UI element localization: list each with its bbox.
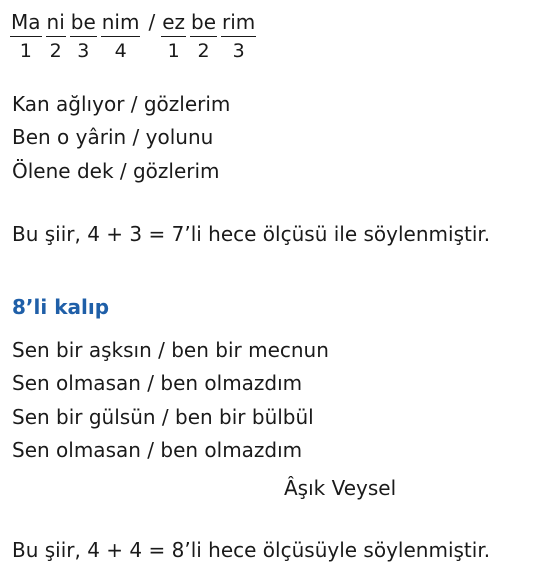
meter-conclusion: Bu şiir, 4 + 4 = 8’li hece ölçüsüyle söylenmiştir. (12, 538, 491, 562)
syllable-text: ni (46, 8, 66, 37)
syllable-text: Ma (10, 8, 42, 37)
syllable-count: 3 (232, 40, 245, 62)
syllable (221, 8, 256, 64)
syllable-count: 2 (49, 40, 62, 62)
poem-line: Sen olmasan / ben olmazdım (12, 438, 303, 462)
syllable-count: 4 (114, 40, 127, 62)
syllable (10, 8, 42, 64)
syllable (190, 8, 217, 64)
syllable (161, 8, 186, 64)
poem-author: Âşık Veysel (284, 476, 397, 500)
syllable-text: rim (221, 8, 256, 37)
syllable-text: nim (101, 8, 141, 37)
syllable-text: be (190, 8, 217, 37)
syllable-count: 2 (197, 40, 210, 62)
syllable (46, 8, 66, 64)
poem-line: Sen olmasan / ben olmazdım (12, 371, 303, 395)
syllable (70, 8, 97, 64)
poem-line: Sen bir aşksın / ben bir mecnun (12, 338, 329, 362)
syllable-count: 1 (167, 40, 180, 62)
syllable-count: 3 (77, 40, 90, 62)
poem-line: Kan ağlıyor / gözlerim (12, 92, 231, 116)
syllable-text: be (70, 8, 97, 37)
syllable-count: 1 (19, 40, 32, 62)
syllable-scansion (10, 8, 260, 64)
section-heading: 8’li kalıp (12, 295, 110, 319)
poem-line: Sen bir gülsün / ben bir bülbül (12, 405, 314, 429)
poem-line: Ölene dek / gözlerim (12, 159, 220, 183)
syllable-text: ez (161, 8, 186, 37)
meter-conclusion: Bu şiir, 4 + 3 = 7’li hece ölçüsü ile söylenmiştir. (12, 222, 491, 246)
pause-separator: / (148, 10, 156, 34)
poem-line: Ben o yârin / yolunu (12, 125, 214, 149)
syllable (101, 8, 141, 64)
